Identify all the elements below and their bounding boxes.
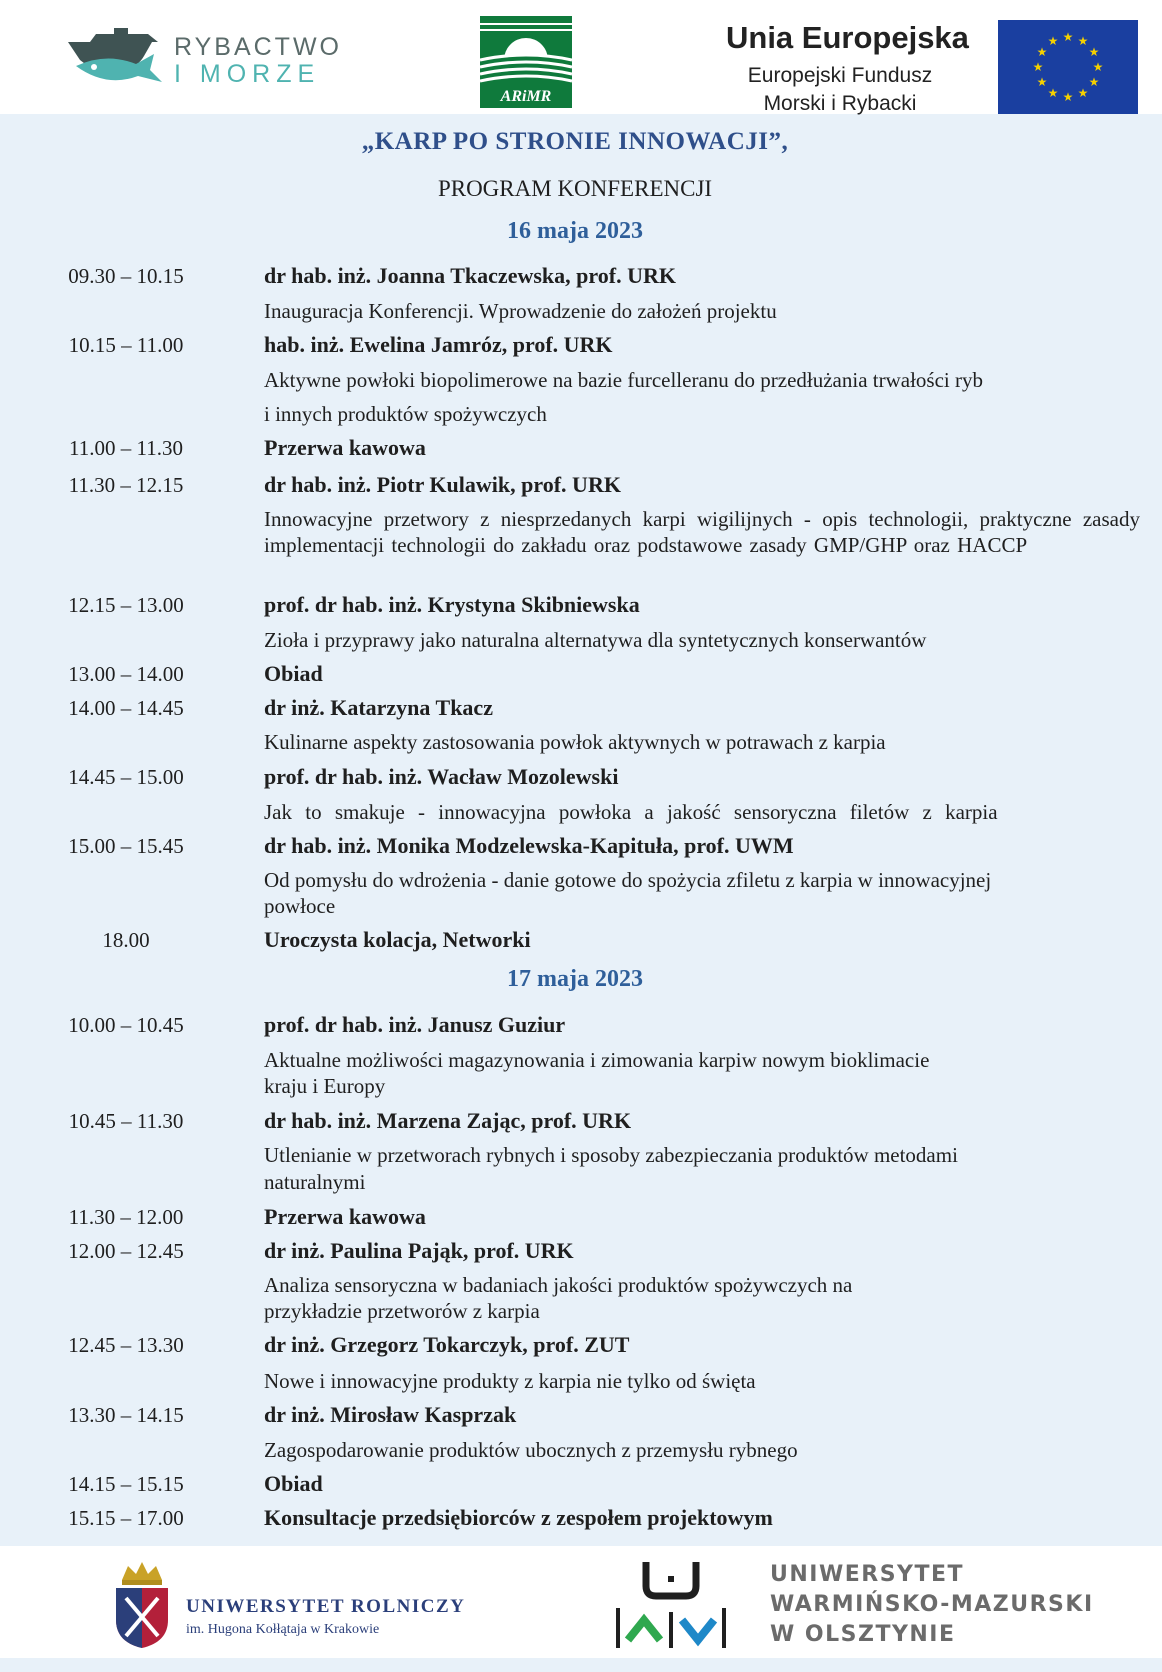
ur-krakow-crest-icon <box>112 1558 172 1650</box>
ue-subtitle-line2: Morski i Rybacki <box>763 92 917 115</box>
eu-star-icon: ★ <box>1032 60 1044 74</box>
session-speaker: dr inż. Grzegorz Tokarczyk, prof. ZUT <box>264 1332 630 1357</box>
session-topic: Innowacyjne przetwory z niesprzedanych karpi wigilijnych - opis technologii, praktyczne zasady implementacji technologii do zakładu oraz podstawowe zasady GMP/GHP oraz HACCP <box>264 507 1140 557</box>
session-speaker: dr hab. inż. Piotr Kulawik, prof. URK <box>264 472 621 497</box>
session-time: 10.45 – 11.30 <box>68 1109 184 1133</box>
session-topic-continued: naturalnymi <box>264 1170 366 1194</box>
eu-funding-logo <box>700 20 1140 114</box>
session-speaker: prof. dr hab. inż. Krystyna Skibniewska <box>264 592 640 617</box>
uwm-name <box>770 1560 1094 1650</box>
session-time: 11.30 – 12.00 <box>68 1205 184 1229</box>
session-topic-continued: kraju i Europy <box>264 1074 386 1098</box>
session-time: 12.15 – 13.00 <box>68 593 184 617</box>
session-topic-continued: powłoce <box>264 894 336 918</box>
day-date: 16 maja 2023 <box>507 218 643 244</box>
rybactwo-line1: RYBACTWO <box>174 33 342 61</box>
day-date: 17 maja 2023 <box>507 966 643 992</box>
session-time: 13.30 – 14.15 <box>68 1403 184 1427</box>
session-time: 12.45 – 13.30 <box>68 1333 184 1357</box>
session-speaker: dr inż. Mirosław Kasprzak <box>264 1402 517 1427</box>
session-speaker: dr hab. inż. Monika Modzelewska-Kapituła, prof. UWM <box>264 833 794 858</box>
session-speaker: dr inż. Katarzyna Tkacz <box>264 695 493 720</box>
session-time: 10.00 – 10.45 <box>68 1013 184 1037</box>
coffee-break: Przerwa kawowa <box>264 1204 426 1229</box>
session-time: 14.15 – 15.15 <box>68 1472 184 1496</box>
uwm-line2: WARMIŃSKO-MAZURSKI <box>770 1592 1094 1617</box>
session-speaker: prof. dr hab. inż. Wacław Mozolewski <box>264 764 619 789</box>
session-time: 12.00 – 12.45 <box>68 1239 184 1263</box>
session-topic: Kulinarne aspekty zastosowania powłok aktywnych w potrawach z karpia <box>264 730 886 754</box>
ue-subtitle <box>730 62 950 118</box>
session-speaker: dr hab. inż. Marzena Zając, prof. URK <box>264 1108 632 1133</box>
arimr-logo <box>480 16 572 108</box>
lunch-break: Obiad <box>264 1471 323 1496</box>
session-time: 13.00 – 14.00 <box>68 662 184 686</box>
program-title: PROGRAM KONFERENCJI <box>437 176 713 201</box>
eu-star-icon: ★ <box>1077 34 1089 49</box>
header-logos <box>0 0 1162 114</box>
session-time: 15.00 – 15.45 <box>68 834 184 858</box>
eu-star-icon: ★ <box>1062 30 1074 44</box>
session-speaker: dr hab. inż. Joanna Tkaczewska, prof. URK <box>264 263 676 288</box>
footer-logos <box>0 1546 1162 1658</box>
fish-boat-icon <box>66 22 174 92</box>
dinner-networking: Uroczysta kolacja, Networki <box>264 927 531 952</box>
eu-star-icon: ★ <box>1047 34 1059 49</box>
eu-star-icon: ★ <box>1092 60 1104 74</box>
eu-stars-icon <box>998 20 1138 114</box>
eu-star-icon: ★ <box>1088 45 1100 59</box>
session-time: 10.15 – 11.00 <box>68 333 184 357</box>
session-time: 14.00 – 14.45 <box>68 696 184 720</box>
session-topic: Inauguracja Konferencji. Wprowadzenie do założeń projektu <box>264 299 777 323</box>
session-time: 18.00 <box>102 928 150 952</box>
session-topic-continued: i innych produktów spożywczych <box>264 402 547 426</box>
arimr-label: ARiMR <box>500 88 552 105</box>
eu-star-icon: ★ <box>1047 85 1059 100</box>
session-speaker: hab. inż. Ewelina Jamróz, prof. URK <box>264 332 613 357</box>
eu-star-icon: ★ <box>1036 45 1048 59</box>
session-time: 09.30 – 10.15 <box>68 264 184 288</box>
eu-star-icon: ★ <box>1077 85 1089 100</box>
ue-title: Unia Europejska <box>726 20 969 55</box>
session-topic: Aktywne powłoki biopolimerowe na bazie furcelleranu do przedłużania trwałości ryb <box>264 368 983 392</box>
rybactwo-line2: I MORZE <box>174 60 321 88</box>
rybactwo-wordmark <box>174 34 342 88</box>
session-time: 11.30 – 12.15 <box>68 473 184 497</box>
ur-name: UNIWERSYTET ROLNICZY <box>186 1596 466 1617</box>
uwm-line1: UNIWERSYTET <box>770 1562 965 1587</box>
session-topic: Utlenianie w przetworach rybnych i sposoby zabezpieczania produktów metodami <box>264 1143 958 1167</box>
lunch-break: Obiad <box>264 661 323 686</box>
ur-subtitle: im. Hugona Kołłątaja w Krakowie <box>186 1622 380 1637</box>
eu-star-icon: ★ <box>1062 90 1074 104</box>
session-speaker: prof. dr hab. inż. Janusz Guziur <box>264 1012 566 1037</box>
session-topic: Analiza sensoryczna w badaniach jakości produktów spożywczych na <box>264 1273 853 1297</box>
rybactwo-i-morze-logo <box>66 22 342 102</box>
session-time: 15.15 – 17.00 <box>68 1506 184 1530</box>
conference-title: „KARP PO STRONIE INNOWACJI”, <box>361 128 789 155</box>
session-topic: Jak to smakuje - innowacyjna powłoka a jakość sensoryczna filetów z karpia <box>264 800 998 824</box>
session-speaker: dr inż. Paulina Pająk, prof. URK <box>264 1238 574 1263</box>
session-topic: Nowe i innowacyjne produkty z karpia nie tylko od święta <box>264 1369 756 1393</box>
session-topic: Zagospodarowanie produktów ubocznych z przemysłu rybnego <box>264 1438 798 1462</box>
session-topic: Zioła i przyprawy jako naturalna alternatywa dla syntetycznych konserwantów <box>264 628 927 652</box>
session-time: 14.45 – 15.00 <box>68 765 184 789</box>
coffee-break: Przerwa kawowa <box>264 435 426 460</box>
session-topic: Od pomysłu do wdrożenia - danie gotowe do spożycia zfiletu z karpia w innowacyjnej <box>264 868 992 892</box>
session-topic: Aktualne możliwości magazynowania i zimowania karpiw nowym bioklimacie <box>264 1048 930 1072</box>
session-topic-continued: przykładzie przetworów z karpia <box>264 1299 540 1323</box>
ue-subtitle-line1: Europejski Fundusz <box>747 64 933 87</box>
consultations: Konsultacje przedsiębiorców z zespołem projektowym <box>264 1505 773 1530</box>
uwm-line3: W OLSZTYNIE <box>770 1622 956 1647</box>
uwm-emblem-icon <box>612 1556 730 1652</box>
eu-star-icon: ★ <box>1036 75 1048 89</box>
eu-flag-icon <box>998 20 1138 114</box>
session-time: 11.00 – 11.30 <box>69 436 183 460</box>
eu-star-icon: ★ <box>1088 75 1100 89</box>
